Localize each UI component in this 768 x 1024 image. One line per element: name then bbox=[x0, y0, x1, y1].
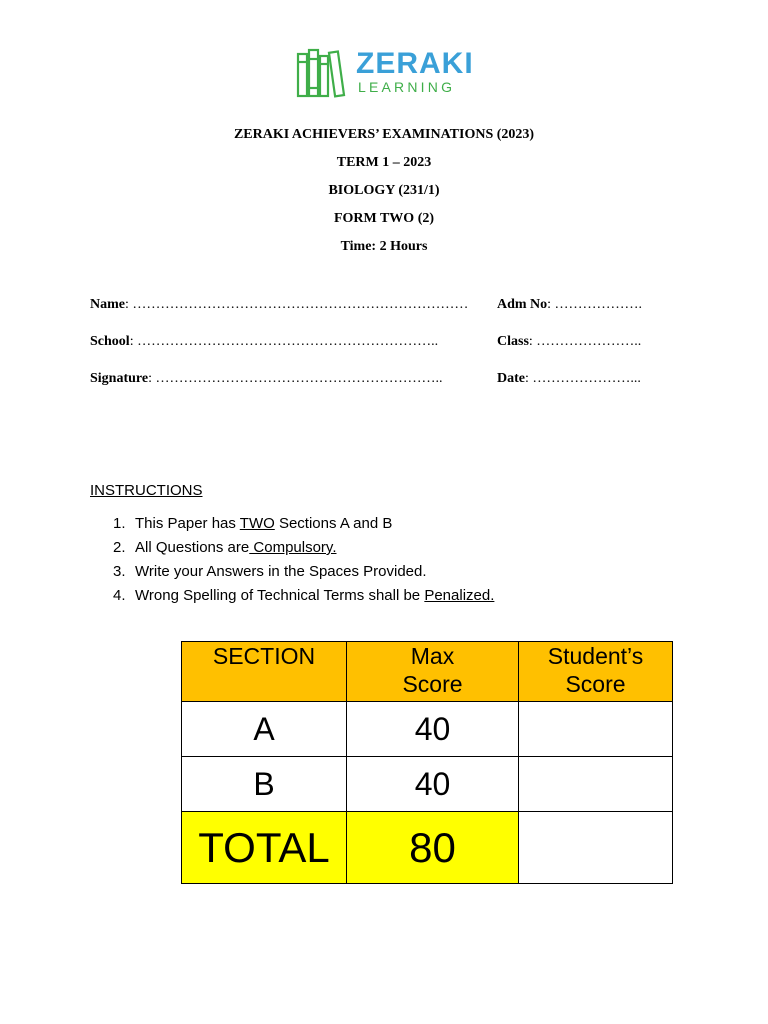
logo-subtitle: LEARNING bbox=[358, 79, 456, 95]
logo-wordmark: ZERAKI bbox=[356, 47, 474, 80]
name-field bbox=[90, 297, 468, 313]
class-blank: : ………………….. bbox=[528, 334, 642, 349]
signature-blank: : …………………………………………………….. bbox=[148, 371, 443, 386]
class-label: Class bbox=[497, 334, 529, 349]
section-cell: A bbox=[182, 702, 347, 757]
max-score-cell: 40 bbox=[347, 702, 519, 757]
score-table-header bbox=[182, 642, 673, 702]
instruction-item: 3. Write your Answers in the Spaces Provided. bbox=[113, 563, 427, 580]
max-score-cell: 40 bbox=[347, 757, 519, 812]
instruction-item: 4. Wrong Spelling of Technical Terms shall be Penalized. bbox=[113, 587, 495, 604]
time-line: Time: 2 Hours bbox=[340, 239, 428, 254]
instructions-list bbox=[113, 515, 494, 611]
form-line: FORM TWO (2) bbox=[333, 211, 435, 226]
signature-label: Signature bbox=[90, 371, 149, 386]
header-max-score: Max Score bbox=[347, 642, 519, 702]
total-max-score: 80 bbox=[347, 812, 519, 884]
student-score-cell[interactable] bbox=[519, 757, 673, 812]
subject-line: BIOLOGY (231/1) bbox=[328, 183, 440, 198]
zeraki-logo bbox=[296, 46, 486, 98]
total-row bbox=[182, 812, 673, 884]
books-icon bbox=[296, 46, 352, 98]
adm-no-blank: : ………………. bbox=[547, 297, 643, 312]
school-blank: : ……………………………………………………….. bbox=[129, 334, 439, 349]
school-label: School bbox=[90, 334, 130, 349]
instruction-item: 1. This Paper has TWO Sections A and B bbox=[113, 515, 393, 532]
school-field bbox=[90, 334, 438, 350]
class-field bbox=[497, 334, 641, 350]
student-score-cell[interactable] bbox=[519, 702, 673, 757]
adm-no-field bbox=[497, 297, 642, 313]
date-label: Date bbox=[497, 371, 525, 386]
name-label: Name bbox=[90, 297, 125, 312]
instructions-heading: INSTRUCTIONS bbox=[90, 482, 203, 499]
term-line: TERM 1 – 2023 bbox=[336, 155, 432, 170]
table-row bbox=[182, 757, 673, 812]
instruction-item: 2. All Questions are Compulsory. bbox=[113, 539, 337, 556]
score-table bbox=[181, 641, 673, 884]
total-label: TOTAL bbox=[182, 812, 347, 884]
signature-field bbox=[90, 371, 442, 387]
total-student-score[interactable] bbox=[519, 812, 673, 884]
table-row bbox=[182, 702, 673, 757]
adm-no-label: Adm No bbox=[497, 297, 548, 312]
date-blank: : …………………... bbox=[525, 371, 641, 386]
date-field bbox=[497, 371, 641, 387]
section-cell: B bbox=[182, 757, 347, 812]
header-section: SECTION bbox=[182, 642, 347, 702]
header-student-score: Student’s Score bbox=[519, 642, 673, 702]
exam-title: ZERAKI ACHIEVERS’ EXAMINATIONS (2023) bbox=[233, 127, 535, 142]
name-blank: : ……………………………………………………………… bbox=[125, 297, 469, 312]
